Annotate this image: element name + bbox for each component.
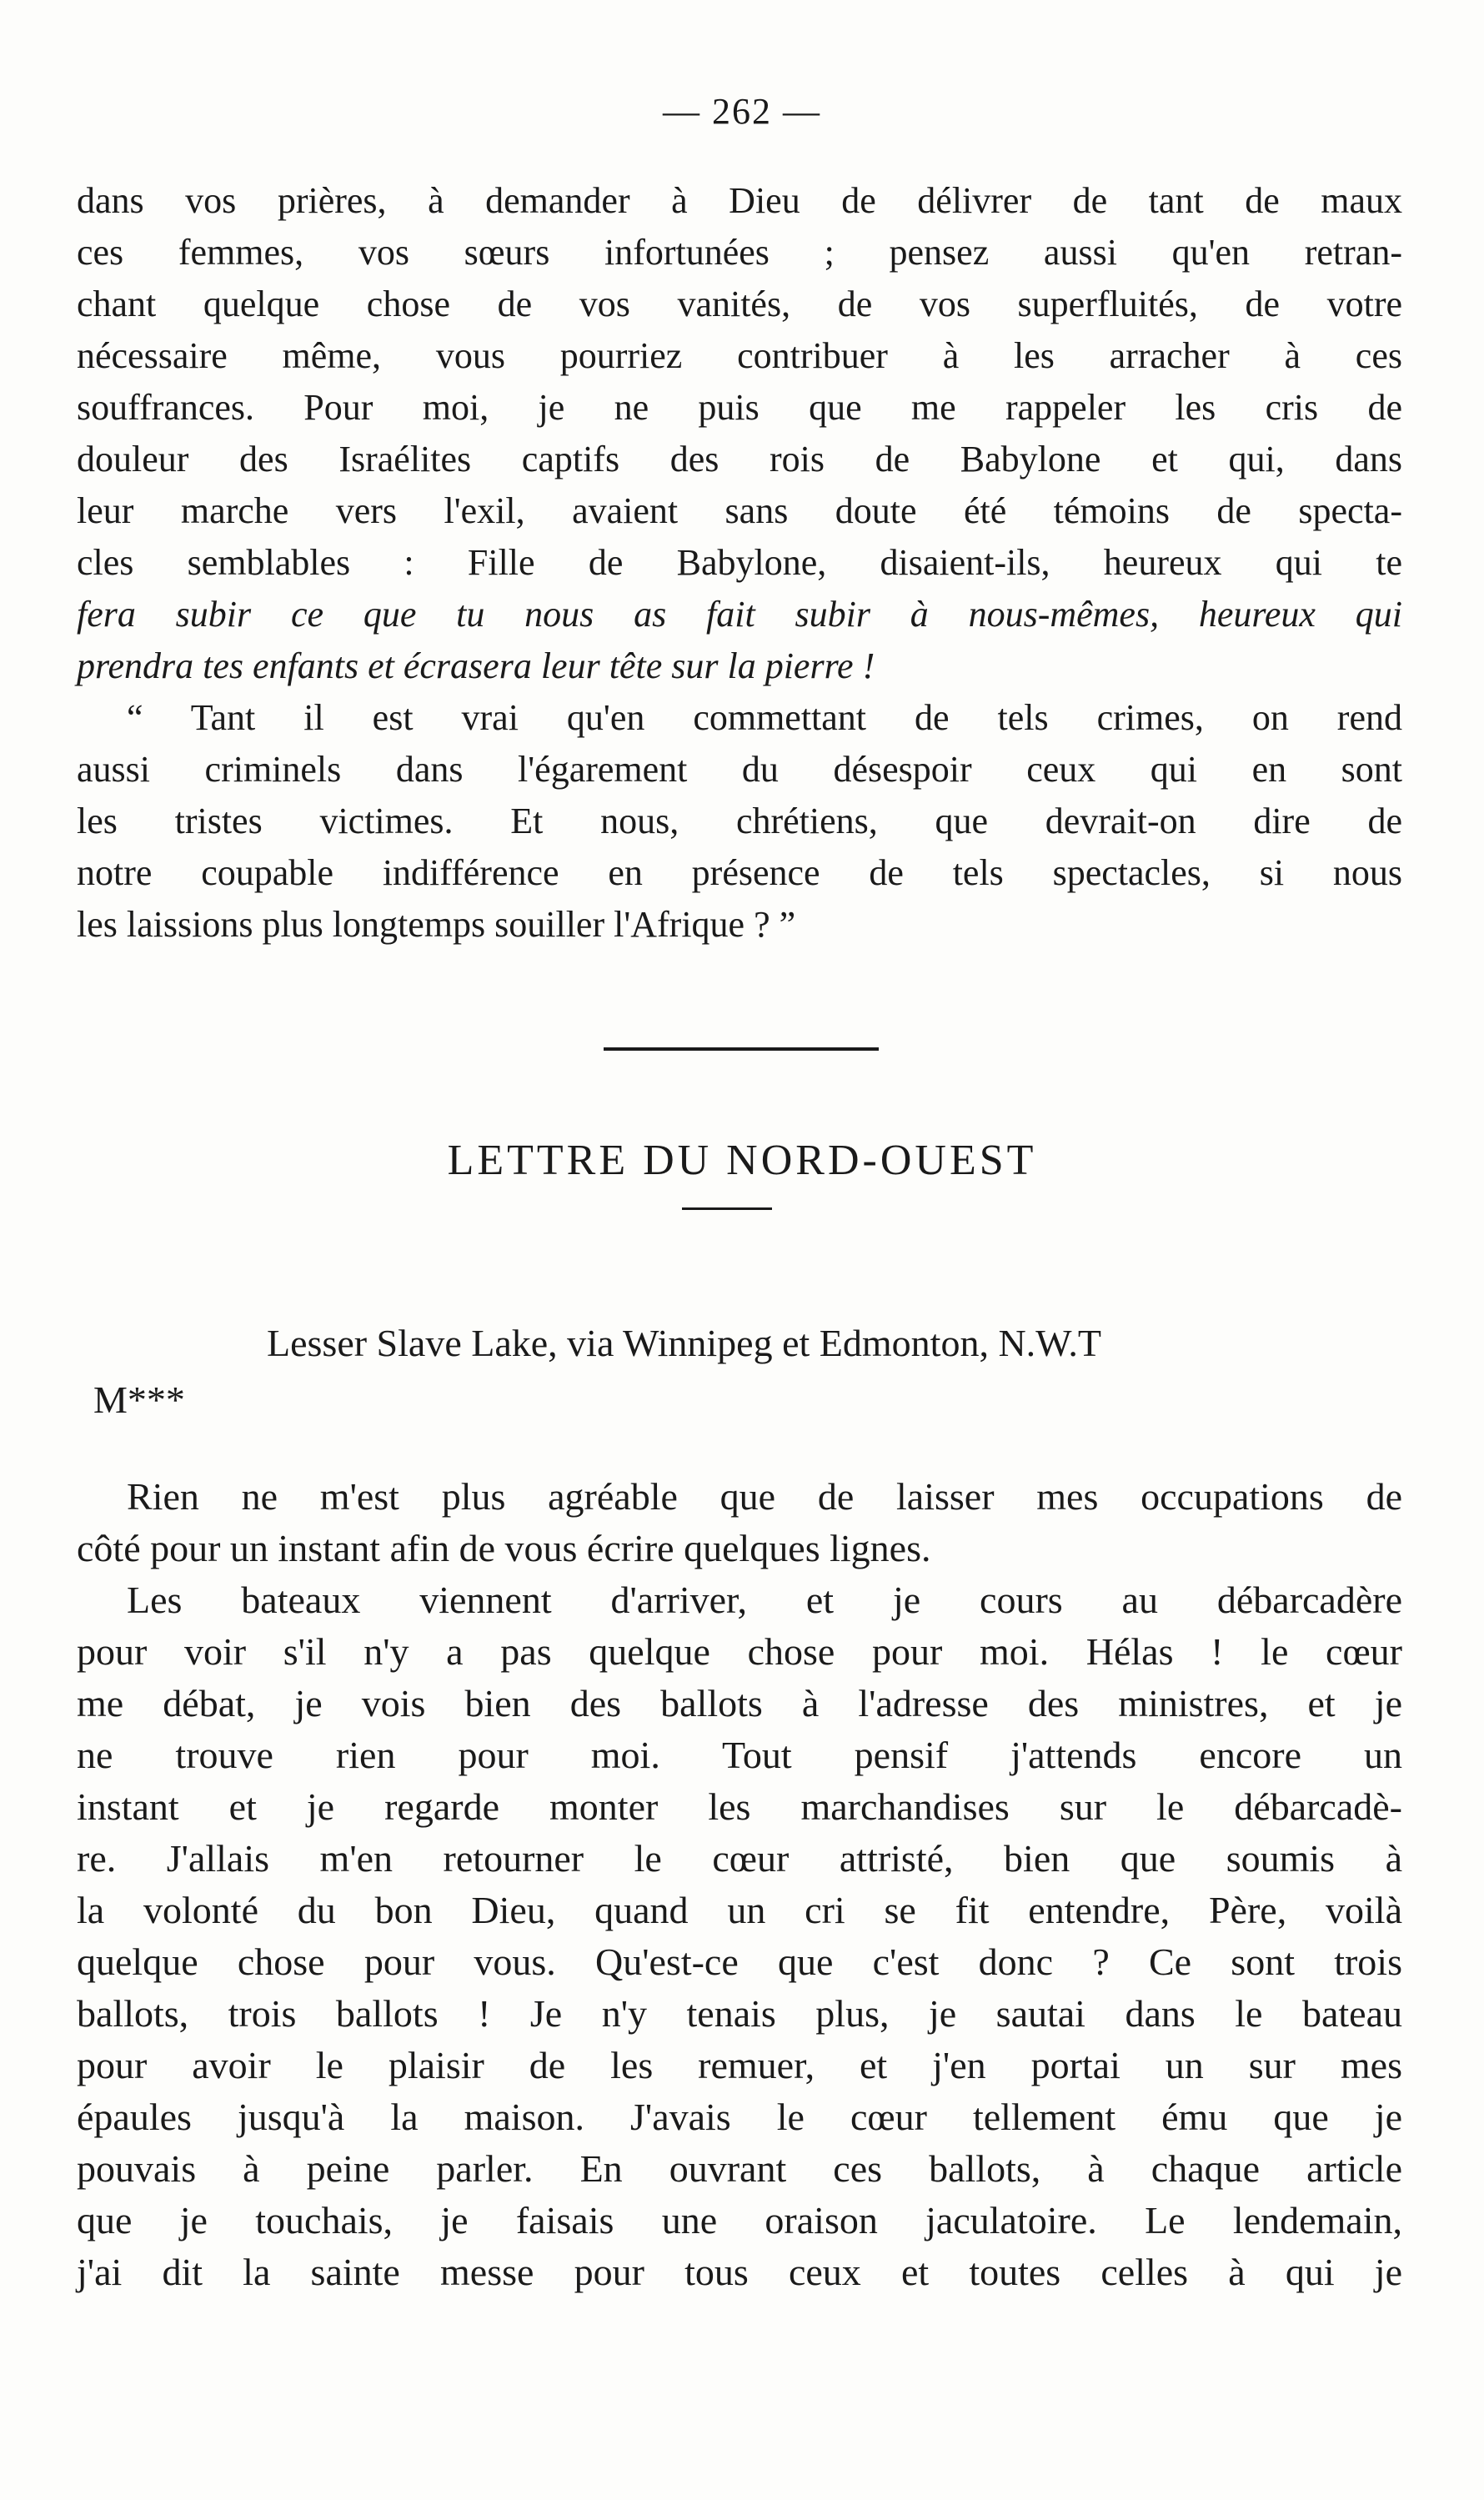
text-line: pouvais à peine parler. En ouvrant ces ballots, à chaque article xyxy=(77,2147,1402,2190)
section-heading: LETTRE DU NORD-OUEST xyxy=(447,1137,1037,1184)
text-line: quelque chose pour vous. Qu'est-ce que c'est donc ? Ce sont trois xyxy=(77,1940,1402,1983)
text-line: dans vos prières, à demander à Dieu de délivrer de tant de maux xyxy=(77,180,1402,221)
text-line: ballots, trois ballots ! Je n'y tenais plus, je sautai dans le bateau xyxy=(77,1992,1402,2035)
text-line: ne trouve rien pour moi. Tout pensif j'attends encore un xyxy=(77,1734,1402,1776)
text-line: pour avoir le plaisir de les remuer, et j'en portai un sur mes xyxy=(77,2044,1402,2086)
text-line: côté pour un instant afin de vous écrire quelques lignes. xyxy=(77,1527,931,1569)
text-line: cles semblables : Fille de Babylone, disaient-ils, heureux qui te xyxy=(77,542,1402,583)
text-line: “ Tant il est vrai qu'en commettant de tels crimes, on rend xyxy=(127,697,1402,738)
text-line: épaules jusqu'à la maison. J'avais le cœur tellement ému que je xyxy=(77,2096,1402,2138)
text-line: j'ai dit la sainte messe pour tous ceux et toutes celles à qui je xyxy=(77,2251,1402,2293)
text-line: notre coupable indifférence en présence de tels spectacles, si nous xyxy=(77,852,1402,893)
text-line: re. J'allais m'en retourner le cœur attristé, bien que soumis à xyxy=(77,1837,1402,1880)
text-line: douleur des Israélites captifs des rois de Babylone et qui, dans xyxy=(77,439,1402,479)
text-line: souffrances. Pour moi, je ne puis que me rappeler les cris de xyxy=(77,387,1402,428)
text-line: les laissions plus longtemps souiller l'Afrique ? ” xyxy=(77,904,796,945)
text-line: ces femmes, vos sœurs infortunées ; pensez aussi qu'en retran- xyxy=(77,232,1402,273)
text-line: nécessaire même, vous pourriez contribuer à les arracher à ces xyxy=(77,335,1402,376)
closing-paragraphs xyxy=(77,175,1402,951)
heading-dash xyxy=(682,1207,772,1210)
text-line: pour voir s'il n'y a pas quelque chose pour moi. Hélas ! le cœur xyxy=(77,1630,1402,1673)
page-number: — 262 — xyxy=(663,91,821,132)
text-line: leur marche vers l'exil, avaient sans doute été témoins de specta- xyxy=(77,490,1402,531)
letter-body xyxy=(77,1471,1402,2298)
text-line: que je touchais, je faisais une oraison jaculatoire. Le lendemain, xyxy=(77,2199,1402,2241)
text-line: aussi criminels dans l'égarement du désespoir ceux qui en sont xyxy=(77,749,1402,790)
letter-place-line: Lesser Slave Lake, via Winnipeg et Edmonton, N.W.T xyxy=(267,1322,1101,1364)
text-line: Les bateaux viennent d'arriver, et je cours au débarcadère xyxy=(127,1579,1402,1621)
text-line: la volonté du bon Dieu, quand un cri se fit entendre, Père, voilà xyxy=(77,1889,1402,1931)
text-line: instant et je regarde monter les marchandises sur le débarcadè- xyxy=(77,1785,1402,1828)
text-line: Rien ne m'est plus agréable que de laisser mes occupations de xyxy=(127,1475,1402,1518)
section-divider xyxy=(604,1047,879,1051)
text-line-italic: fera subir ce que tu nous as fait subir à nous-mêmes, heureux qui xyxy=(77,594,1402,635)
letter-recipient: M*** xyxy=(93,1378,185,1421)
text-line: me débat, je vois bien des ballots à l'adresse des ministres, et je xyxy=(77,1682,1402,1724)
text-line: les tristes victimes. Et nous, chrétiens, que devrait-on dire de xyxy=(77,801,1402,841)
text-line: chant quelque chose de vos vanités, de vos superfluités, de votre xyxy=(77,284,1402,324)
text-line-italic: prendra tes enfants et écrasera leur tête sur la pierre ! xyxy=(77,645,875,686)
